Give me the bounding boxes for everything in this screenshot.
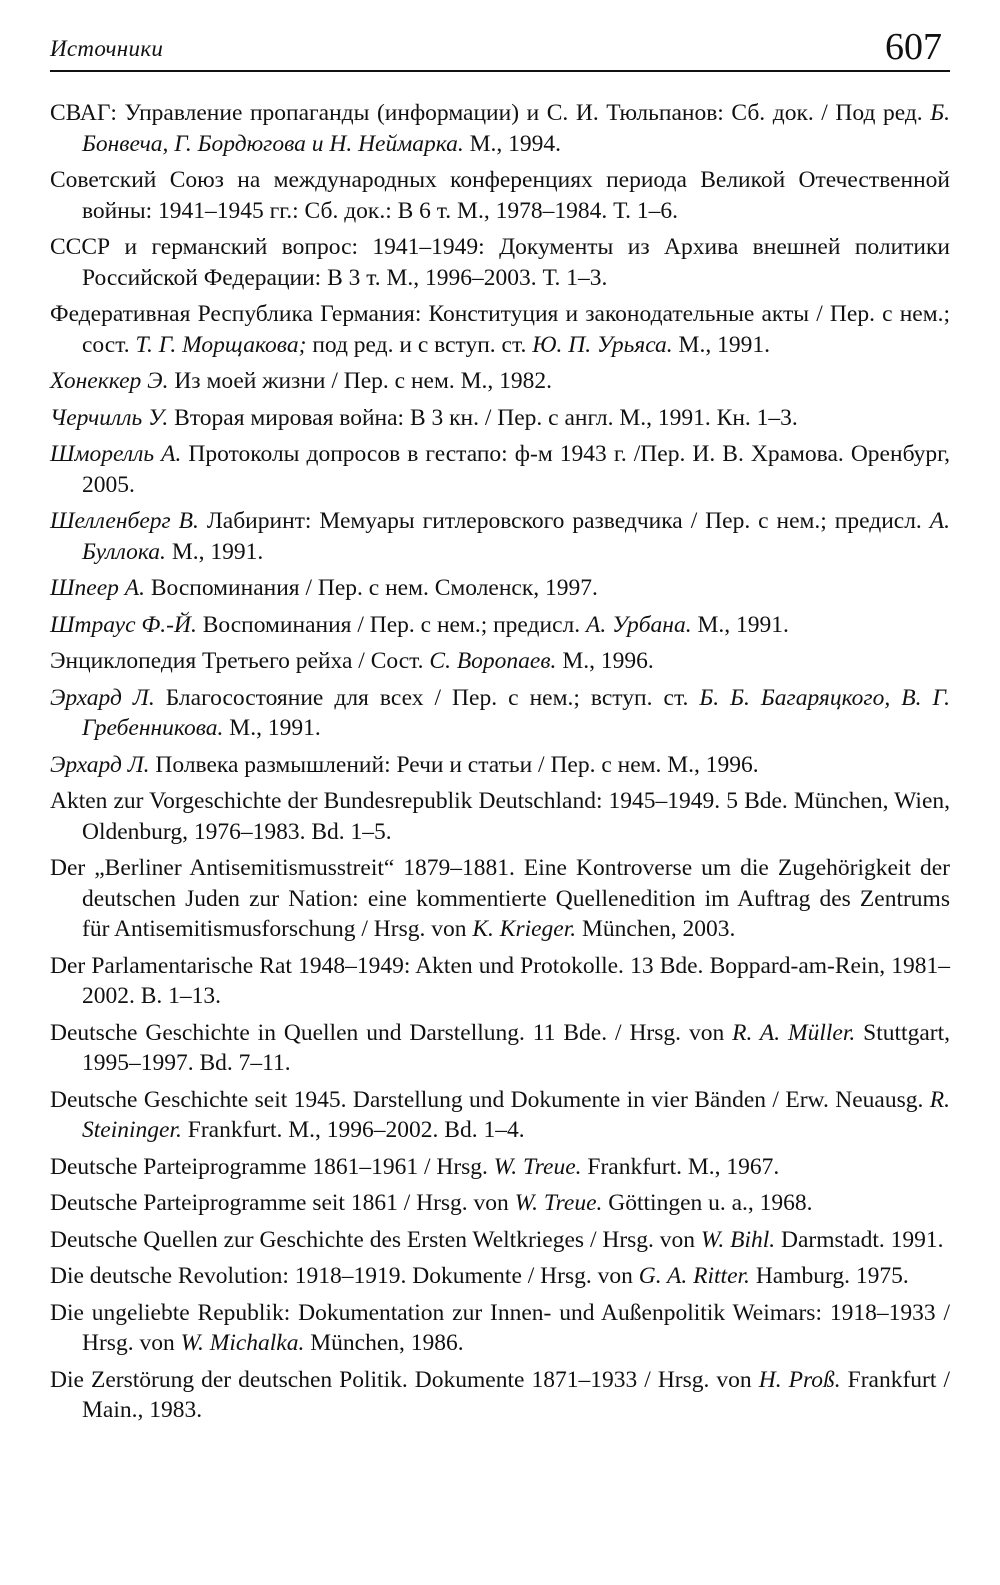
bibliography-entry <box>50 1261 950 1292</box>
entry-text-segment: Frankfurt. M., 1967. <box>581 1153 780 1180</box>
bibliography-entry <box>50 1188 950 1219</box>
entry-text-segment: М., 1991. <box>691 611 789 638</box>
entry-text-segment: Die ungeliebte Republik: Dokumentation zur Innen- und Außenpolitik Weimars: 1918–1933 / Hrsg. von <box>50 1299 950 1356</box>
entry-text-segment: Вторая мировая война: В 3 кн. / Пер. с англ. М., 1991. Кн. 1–3. <box>168 404 798 431</box>
entry-italic-segment: Хонеккер Э. <box>50 368 169 394</box>
entry-italic-segment: W. Treue. <box>493 1153 582 1180</box>
entry-text-segment: Благосостояние для всех / Пер. с нем.; вступ. ст. <box>154 684 700 711</box>
entry-text-segment: Deutsche Geschichte seit 1945. Darstellung und Dokumente in vier Bänden / Erw. Neuausg. <box>50 1086 930 1113</box>
entry-text-segment: СВАГ: Управление пропаганды (информации) и С. И. Тюльпанов: Сб. док. / Под ред. <box>50 100 931 126</box>
entry-italic-segment: С. Воропаев. <box>429 648 557 674</box>
entry-text-segment: М., 1996. <box>556 648 654 674</box>
entry-text-segment: Die Zerstörung der deutschen Politik. Dokumente 1871–1933 / Hrsg. von <box>50 1366 759 1393</box>
bibliography-entry <box>50 439 950 500</box>
entry-text-segment: СССР и германский вопрос: 1941–1949: Документы из Архива внешней политики Российской Федерации: В 3 т. М., 1996–2003. Т. 1–3. <box>50 234 950 291</box>
entry-italic-segment: Ю. П. Урьяса. <box>532 331 673 358</box>
entry-text-segment: М., 1991. <box>672 331 770 358</box>
bibliography-entry <box>50 1152 950 1183</box>
entry-text-segment: Frankfurt / Main., 1983. <box>82 1366 950 1423</box>
entry-text-segment: Из моей жизни / Пер. с нем. М., 1982. <box>168 368 553 394</box>
entry-text-segment: Воспоминания / Пер. с нем.; предисл. <box>196 611 586 638</box>
entry-text-segment: Frankfurt. M., 1996–2002. Bd. 1–4. <box>181 1117 525 1143</box>
bibliography-entry <box>50 299 950 360</box>
bibliography-entry <box>50 1018 950 1079</box>
bibliography-entry <box>50 98 950 159</box>
bibliography-entry <box>50 646 950 677</box>
entry-text-segment: Федеративная Республика Германия: Конституция и законодательные акты / Пер. с нем.; сост. <box>50 301 950 358</box>
entry-italic-segment: Эрхард Л. <box>50 751 150 778</box>
entry-italic-segment: Шпеер А. <box>50 575 145 601</box>
bibliography-entry <box>50 506 950 567</box>
entry-text-segment: под ред. и с вступ. ст. <box>306 331 533 358</box>
entry-text-segment: Энциклопедия Третьего рейха / Сост. <box>50 648 430 674</box>
entry-italic-segment: Штраус Ф.-Й. <box>50 611 197 638</box>
entry-italic-segment: Б. Бонвеча, Г. Бордюгова и Н. Неймарка. <box>82 100 950 157</box>
entry-italic-segment: G. A. Ritter. <box>638 1263 750 1289</box>
bibliography-entry <box>50 750 950 781</box>
bibliography-entry <box>50 1298 950 1359</box>
entry-text-segment: М., 1991. <box>165 538 264 565</box>
entry-text-segment: Hamburg. 1975. <box>749 1263 909 1289</box>
running-title: Источники <box>50 36 164 61</box>
entry-italic-segment: W. Michalka. <box>180 1330 305 1356</box>
entry-text-segment: Stuttgart, 1995–1997. Bd. 7–11. <box>82 1019 950 1076</box>
book-page <box>50 28 950 1432</box>
bibliography-entry <box>50 573 950 604</box>
page-number: 607 <box>885 26 942 68</box>
entry-text-segment: Deutsche Parteiprogramme seit 1861 / Hrsg. von <box>50 1190 515 1216</box>
entry-text-segment: Die deutsche Revolution: 1918–1919. Dokumente / Hrsg. von <box>50 1263 639 1289</box>
bibliography-entry <box>50 1365 950 1426</box>
entry-text-segment: München, 1986. <box>304 1330 464 1356</box>
entry-text-segment: Лабиринт: Мемуары гитлеровского разведчика / Пер. с нем.; предисл. <box>198 508 930 534</box>
bibliography-entry <box>50 951 950 1012</box>
page-header <box>50 28 950 72</box>
entry-text-segment: Akten zur Vorgeschichte der Bundesrepublik Deutschland: 1945–1949. 5 Bde. München, Wien, Oldenburg, 1976–1983. Bd. 1–5. <box>50 788 950 845</box>
entry-italic-segment: Шелленберг В. <box>50 508 199 534</box>
entry-italic-segment: W. Bihl. <box>700 1226 776 1253</box>
entry-italic-segment: Эрхард Л. <box>50 684 155 711</box>
entry-text-segment: München, 2003. <box>576 916 736 942</box>
entry-text-segment: Göttingen u. a., 1968. <box>602 1190 813 1216</box>
entry-italic-segment: А. Урбана. <box>586 611 692 638</box>
bibliography-entry <box>50 403 950 434</box>
entry-text-segment: Deutsche Geschichte in Quellen und Darstellung. 11 Bde. / Hrsg. von <box>50 1019 733 1046</box>
entry-italic-segment: R. A. Müller. <box>732 1019 856 1046</box>
entry-text-segment: Deutsche Quellen zur Geschichte des Ersten Weltkrieges / Hrsg. von <box>50 1226 701 1253</box>
entry-text-segment: Советский Союз на международных конференциях периода Великой Отечественной войны: 1941–1945 гг.: Сб. док.: В 6 т. М., 1978–1984. Т. 1–6. <box>50 167 950 224</box>
entry-italic-segment: Черчилль У. <box>50 404 169 431</box>
entry-text-segment: Протоколы допросов в гестапо: ф-м 1943 г. /Пер. И. В. Храмова. Оренбург, 2005. <box>82 441 950 498</box>
entry-italic-segment: R. Steininger. <box>82 1086 950 1143</box>
bibliography-entry <box>50 786 950 847</box>
bibliography-entry <box>50 683 950 744</box>
bibliography-entry <box>50 853 950 945</box>
entry-italic-segment: Б. Б. Багаряцкого, В. Г. Гребенникова. <box>82 684 951 741</box>
entry-italic-segment: Шморелль А. <box>50 441 182 467</box>
bibliography-list <box>50 98 950 1426</box>
bibliography-entry <box>50 610 950 641</box>
bibliography-entry <box>50 165 950 226</box>
bibliography-entry <box>50 1085 950 1146</box>
entry-italic-segment: А. Буллока. <box>82 508 951 565</box>
bibliography-entry <box>50 1225 950 1256</box>
entry-text-segment: Deutsche Parteiprogramme 1861–1961 / Hrsg. <box>50 1153 494 1180</box>
entry-text-segment: Воспоминания / Пер. с нем. Смоленск, 1997. <box>144 575 598 601</box>
entry-text-segment: М., 1991. <box>223 715 321 741</box>
entry-text-segment: Der „Berliner Antisemitismusstreit“ 1879–1881. Eine Kontroverse um die Zugehörigkeit der deutschen Juden zur Nation: eine kommentierte Quellenedition im Auftrag des Zentrums für Antisemitismusforschung / Hrsg. von <box>50 855 950 942</box>
entry-text-segment: Полвека размышлений: Речи и статьи / Пер. с нем. М., 1996. <box>149 751 759 778</box>
entry-italic-segment: K. Krieger. <box>472 916 577 942</box>
entry-italic-segment: W. Treue. <box>514 1190 603 1216</box>
entry-italic-segment: Т. Г. Морщакова; <box>135 331 307 358</box>
entry-text-segment: Darmstadt. 1991. <box>775 1226 944 1253</box>
bibliography-entry <box>50 366 950 397</box>
bibliography-entry <box>50 232 950 293</box>
entry-text-segment: Der Parlamentarische Rat 1948–1949: Akten und Protokolle. 13 Bde. Boppard-am-Rein, 1981–2002. B. 1–13. <box>50 952 950 1009</box>
entry-text-segment: М., 1994. <box>463 130 562 157</box>
entry-italic-segment: H. Proß. <box>758 1366 841 1393</box>
